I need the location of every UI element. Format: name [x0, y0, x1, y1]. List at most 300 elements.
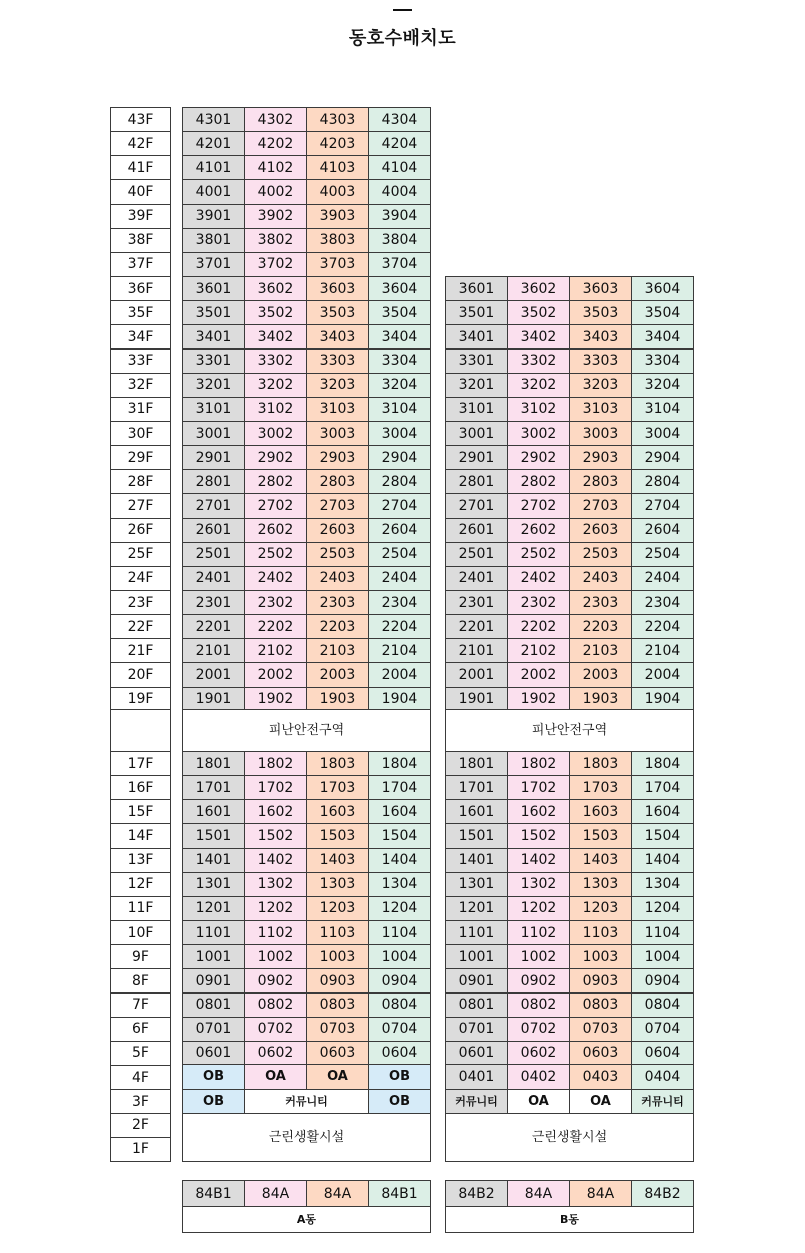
unit-cell: 3604: [631, 276, 694, 301]
unit-cell: 3603: [306, 276, 369, 301]
unit-cell: OB: [182, 1064, 245, 1089]
floor-label: 19F: [110, 687, 171, 712]
unit-cell: 2903: [569, 445, 632, 470]
unit-cell: 4004: [368, 179, 431, 204]
unit-cell: 2003: [306, 662, 369, 687]
header-bar: [393, 9, 412, 11]
unit-type-label: 84B2: [631, 1180, 694, 1207]
unit-cell: 3303: [569, 349, 632, 374]
unit-cell: 2601: [445, 518, 508, 543]
unit-cell: 1501: [445, 823, 508, 848]
unit-cell: 0604: [631, 1041, 694, 1066]
unit-cell: 1601: [445, 799, 508, 824]
unit-cell: 3801: [182, 228, 245, 253]
unit-cell: 3101: [445, 397, 508, 422]
unit-cell: 4001: [182, 179, 245, 204]
unit-cell: 2103: [569, 638, 632, 663]
unit-cell: 2203: [569, 614, 632, 639]
unit-cell: 2902: [507, 445, 570, 470]
unit-cell: 4101: [182, 155, 245, 180]
unit-type-label: 84A: [569, 1180, 632, 1207]
unit-cell: 2404: [631, 566, 694, 591]
unit-cell: 3503: [306, 300, 369, 325]
floor-label: 34F: [110, 324, 171, 349]
unit-cell: 1102: [244, 920, 307, 945]
unit-cell: 1503: [569, 823, 632, 848]
unit-cell: 0603: [569, 1041, 632, 1066]
floor-label: 31F: [110, 397, 171, 422]
unit-cell: 3302: [244, 349, 307, 374]
unit-cell: 3903: [306, 204, 369, 229]
unit-cell: 3504: [631, 300, 694, 325]
unit-cell: 2201: [445, 614, 508, 639]
unit-cell: 1404: [631, 848, 694, 873]
unit-cell: 1001: [445, 944, 508, 969]
unit-cell: 1504: [368, 823, 431, 848]
unit-cell: 3901: [182, 204, 245, 229]
unit-cell: 2602: [244, 518, 307, 543]
unit-cell: 2703: [306, 493, 369, 518]
unit-cell: 0801: [445, 993, 508, 1018]
unit-cell: 3403: [306, 324, 369, 349]
unit-type-label: 84B2: [445, 1180, 508, 1207]
floor-label: 41F: [110, 155, 171, 180]
unit-cell: 0703: [306, 1017, 369, 1042]
unit-cell: 4102: [244, 155, 307, 180]
page-title: 동호수배치도: [348, 28, 457, 49]
unit-cell: 3503: [569, 300, 632, 325]
unit-cell: 2901: [182, 445, 245, 470]
floor-label: 12F: [110, 872, 171, 897]
unit-cell: 1803: [569, 751, 632, 776]
unit-cell: 2001: [445, 662, 508, 687]
floor-label: 33F: [110, 349, 171, 374]
unit-type-label: 84B1: [368, 1180, 431, 1207]
unit-cell: 0903: [306, 968, 369, 993]
unit-cell: 1304: [368, 872, 431, 897]
unit-cell: 1204: [368, 896, 431, 921]
unit-cell: 2104: [631, 638, 694, 663]
unit-cell: 2904: [368, 445, 431, 470]
unit-cell: 2304: [368, 590, 431, 615]
unit-cell: 2004: [631, 662, 694, 687]
unit-cell: 2603: [306, 518, 369, 543]
unit-cell: 1302: [507, 872, 570, 897]
unit-cell: 1201: [445, 896, 508, 921]
unit-cell: 4103: [306, 155, 369, 180]
floor-label: 36F: [110, 276, 171, 301]
unit-cell: 2804: [631, 469, 694, 494]
unit-cell: 2801: [445, 469, 508, 494]
unit-cell: 3004: [631, 421, 694, 446]
unit-cell: 2704: [631, 493, 694, 518]
unit-cell: 4304: [368, 107, 431, 132]
unit-cell: 1501: [182, 823, 245, 848]
unit-cell: 3501: [182, 300, 245, 325]
floor-label: 14F: [110, 823, 171, 848]
unit-cell: 1302: [244, 872, 307, 897]
unit-cell: 2801: [182, 469, 245, 494]
unit-cell: 3401: [445, 324, 508, 349]
unit-cell: 1103: [306, 920, 369, 945]
unit-cell: 1604: [631, 799, 694, 824]
unit-cell: 2401: [445, 566, 508, 591]
unit-cell: 4203: [306, 131, 369, 156]
floor-label: 5F: [110, 1041, 171, 1066]
unit-cell: 0403: [569, 1064, 632, 1089]
unit-cell: 1804: [631, 751, 694, 776]
unit-cell: 3203: [306, 373, 369, 398]
unit-cell: 0601: [182, 1041, 245, 1066]
unit-cell: 2003: [569, 662, 632, 687]
unit-cell: 2204: [368, 614, 431, 639]
unit-cell: 3301: [182, 349, 245, 374]
floor-label: 39F: [110, 204, 171, 229]
unit-cell: 4104: [368, 155, 431, 180]
unit-cell: 1603: [569, 799, 632, 824]
unit-cell: 0704: [368, 1017, 431, 1042]
unit-cell: 3001: [445, 421, 508, 446]
unit-cell: 0604: [368, 1041, 431, 1066]
floor-label: 38F: [110, 228, 171, 253]
unit-cell: 3003: [306, 421, 369, 446]
unit-cell: 2303: [569, 590, 632, 615]
unit-cell: 3104: [368, 397, 431, 422]
unit-cell: 0401: [445, 1064, 508, 1089]
unit-cell: 0904: [368, 968, 431, 993]
unit-cell: 1402: [507, 848, 570, 873]
unit-cell: 2101: [445, 638, 508, 663]
unit-cell: 1703: [306, 775, 369, 800]
unit-cell: 2304: [631, 590, 694, 615]
unit-cell: 0803: [306, 993, 369, 1018]
unit-cell: 2401: [182, 566, 245, 591]
unit-cell: 3902: [244, 204, 307, 229]
floor-label: 2F: [110, 1113, 171, 1138]
unit-cell: 2202: [507, 614, 570, 639]
unit-cell: 1902: [507, 687, 570, 712]
unit-cell: 3103: [306, 397, 369, 422]
unit-cell: 2601: [182, 518, 245, 543]
unit-cell: 2002: [507, 662, 570, 687]
unit-cell: 1304: [631, 872, 694, 897]
floor-label: 23F: [110, 590, 171, 615]
unit-cell: 1001: [182, 944, 245, 969]
unit-cell: 1502: [244, 823, 307, 848]
unit-cell: 2101: [182, 638, 245, 663]
unit-cell: 4202: [244, 131, 307, 156]
unit-cell: 2204: [631, 614, 694, 639]
unit-cell: 2104: [368, 638, 431, 663]
unit-cell: 1301: [445, 872, 508, 897]
unit-cell: 2803: [306, 469, 369, 494]
unit-cell: 3501: [445, 300, 508, 325]
unit-cell: 1004: [631, 944, 694, 969]
unit-cell: 2902: [244, 445, 307, 470]
unit-cell: 0701: [182, 1017, 245, 1042]
floor-label: 32F: [110, 373, 171, 398]
unit-cell: 1401: [182, 848, 245, 873]
community-cell: 커뮤니티: [631, 1089, 694, 1114]
unit-cell: 2004: [368, 662, 431, 687]
unit-cell: 3702: [244, 252, 307, 277]
unit-cell: 0902: [244, 968, 307, 993]
unit-cell: 3802: [244, 228, 307, 253]
unit-cell: 3101: [182, 397, 245, 422]
unit-cell: 1502: [507, 823, 570, 848]
refuge-zone: 피난안전구역: [182, 709, 431, 752]
unit-cell: OB: [368, 1089, 431, 1114]
building-name-b: B동: [445, 1206, 694, 1233]
unit-cell: 1303: [569, 872, 632, 897]
unit-cell: 1901: [182, 687, 245, 712]
unit-cell: 1701: [182, 775, 245, 800]
unit-cell: 0701: [445, 1017, 508, 1042]
unit-cell: 1901: [445, 687, 508, 712]
unit-cell: 1101: [182, 920, 245, 945]
unit-cell: OA: [306, 1064, 369, 1089]
unit-cell: 2303: [306, 590, 369, 615]
unit-cell: 2102: [244, 638, 307, 663]
unit-cell: 2503: [569, 542, 632, 567]
unit-cell: 3004: [368, 421, 431, 446]
unit-cell: 1201: [182, 896, 245, 921]
unit-cell: 2302: [507, 590, 570, 615]
unit-cell: 3803: [306, 228, 369, 253]
unit-cell: 1601: [182, 799, 245, 824]
unit-cell: 3401: [182, 324, 245, 349]
unit-cell: 1203: [306, 896, 369, 921]
unit-cell: 0804: [368, 993, 431, 1018]
unit-cell: 2603: [569, 518, 632, 543]
unit-cell: 1702: [244, 775, 307, 800]
unit-cell: 2103: [306, 638, 369, 663]
unit-cell: 2802: [507, 469, 570, 494]
unit-cell: 0404: [631, 1064, 694, 1089]
unit-cell: 3502: [244, 300, 307, 325]
floor-label: 43F: [110, 107, 171, 132]
unit-cell: 0904: [631, 968, 694, 993]
unit-cell: 2702: [507, 493, 570, 518]
unit-cell: OA: [569, 1089, 632, 1114]
commercial-zone: 근린생활시설: [182, 1113, 431, 1162]
unit-cell: 3701: [182, 252, 245, 277]
unit-cell: 2403: [306, 566, 369, 591]
unit-cell: 1504: [631, 823, 694, 848]
unit-cell: 2002: [244, 662, 307, 687]
unit-cell: 3204: [631, 373, 694, 398]
unit-cell: 3602: [244, 276, 307, 301]
floor-label: 10F: [110, 920, 171, 945]
unit-cell: 2201: [182, 614, 245, 639]
floor-label: 22F: [110, 614, 171, 639]
community-cell: 커뮤니티: [244, 1089, 369, 1114]
unit-cell: 2903: [306, 445, 369, 470]
floor-label: 6F: [110, 1017, 171, 1042]
floor-label: 40F: [110, 179, 171, 204]
floor-label: 29F: [110, 445, 171, 470]
unit-cell: 1802: [244, 751, 307, 776]
unit-cell: 2001: [182, 662, 245, 687]
floor-label: 30F: [110, 421, 171, 446]
unit-cell: OB: [182, 1089, 245, 1114]
unit-cell: 1403: [306, 848, 369, 873]
unit-cell: 0602: [507, 1041, 570, 1066]
unit-cell: 3604: [368, 276, 431, 301]
unit-cell: 0901: [182, 968, 245, 993]
unit-cell: 3003: [569, 421, 632, 446]
floor-label: 42F: [110, 131, 171, 156]
unit-type-label: 84A: [507, 1180, 570, 1207]
unit-cell: 4201: [182, 131, 245, 156]
unit-cell: 3703: [306, 252, 369, 277]
unit-cell: 3202: [507, 373, 570, 398]
unit-cell: 2501: [445, 542, 508, 567]
unit-cell: 1604: [368, 799, 431, 824]
unit-cell: 4303: [306, 107, 369, 132]
unit-cell: 3204: [368, 373, 431, 398]
unit-cell: 0802: [244, 993, 307, 1018]
unit-cell: 2404: [368, 566, 431, 591]
unit-cell: 3304: [631, 349, 694, 374]
unit-cell: 1602: [244, 799, 307, 824]
unit-cell: 3804: [368, 228, 431, 253]
unit-cell: 1703: [569, 775, 632, 800]
unit-cell: 0802: [507, 993, 570, 1018]
unit-cell: 0903: [569, 968, 632, 993]
unit-cell: 3304: [368, 349, 431, 374]
unit-cell: 3303: [306, 349, 369, 374]
unit-type-label: 84A: [244, 1180, 307, 1207]
floor-label: 8F: [110, 968, 171, 993]
unit-cell: 3904: [368, 204, 431, 229]
unit-cell: 4302: [244, 107, 307, 132]
floor-label: 21F: [110, 638, 171, 663]
unit-cell: 0801: [182, 993, 245, 1018]
unit-cell: 2803: [569, 469, 632, 494]
unit-cell: 2504: [368, 542, 431, 567]
unit-cell: 2102: [507, 638, 570, 663]
floor-label: [110, 709, 171, 752]
unit-cell: 3103: [569, 397, 632, 422]
unit-cell: 0703: [569, 1017, 632, 1042]
floor-label: 27F: [110, 493, 171, 518]
refuge-zone: 피난안전구역: [445, 709, 694, 752]
unit-cell: 3602: [507, 276, 570, 301]
unit-cell: 2503: [306, 542, 369, 567]
unit-cell: 2901: [445, 445, 508, 470]
floor-label: 15F: [110, 799, 171, 824]
floor-label: 17F: [110, 751, 171, 776]
unit-cell: 0902: [507, 968, 570, 993]
unit-cell: 1303: [306, 872, 369, 897]
unit-cell: 2502: [507, 542, 570, 567]
unit-cell: 0702: [507, 1017, 570, 1042]
unit-cell: 2202: [244, 614, 307, 639]
floor-label: 11F: [110, 896, 171, 921]
unit-cell: 2703: [569, 493, 632, 518]
unit-cell: 3603: [569, 276, 632, 301]
unit-cell: 3502: [507, 300, 570, 325]
unit-cell: 3102: [244, 397, 307, 422]
unit-cell: 1603: [306, 799, 369, 824]
unit-cell: 0402: [507, 1064, 570, 1089]
floor-label: 26F: [110, 518, 171, 543]
unit-cell: 2701: [182, 493, 245, 518]
unit-cell: 2203: [306, 614, 369, 639]
unit-cell: 3302: [507, 349, 570, 374]
unit-cell: 3601: [445, 276, 508, 301]
unit-cell: 3301: [445, 349, 508, 374]
unit-cell: 4003: [306, 179, 369, 204]
unit-cell: 2802: [244, 469, 307, 494]
unit-cell: 1801: [182, 751, 245, 776]
unit-cell: 3402: [507, 324, 570, 349]
floor-label: 28F: [110, 469, 171, 494]
unit-cell: 1802: [507, 751, 570, 776]
floor-label: 20F: [110, 662, 171, 687]
unit-cell: 4301: [182, 107, 245, 132]
unit-cell: 1903: [569, 687, 632, 712]
unit-cell: 1204: [631, 896, 694, 921]
unit-cell: 1704: [368, 775, 431, 800]
floor-label: 4F: [110, 1065, 171, 1090]
unit-cell: 3402: [244, 324, 307, 349]
unit-cell: 2602: [507, 518, 570, 543]
unit-cell: 1301: [182, 872, 245, 897]
unit-type-label: 84B1: [182, 1180, 245, 1207]
unit-cell: 0601: [445, 1041, 508, 1066]
unit-cell: 1401: [445, 848, 508, 873]
unit-cell: 2502: [244, 542, 307, 567]
unit-cell: 1002: [244, 944, 307, 969]
unit-cell: 1103: [569, 920, 632, 945]
unit-cell: 4204: [368, 131, 431, 156]
unit-cell: 1701: [445, 775, 508, 800]
floor-label: 37F: [110, 252, 171, 277]
building-name-a: A동: [182, 1206, 431, 1233]
unit-cell: 2704: [368, 493, 431, 518]
unit-cell: 1503: [306, 823, 369, 848]
floor-label: 25F: [110, 542, 171, 567]
floor-label: 7F: [110, 993, 171, 1018]
floor-label: 9F: [110, 944, 171, 969]
unit-cell: 3104: [631, 397, 694, 422]
unit-type-label: 84A: [306, 1180, 369, 1207]
unit-cell: 3704: [368, 252, 431, 277]
unit-cell: 3404: [631, 324, 694, 349]
unit-cell: 0602: [244, 1041, 307, 1066]
unit-cell: 1202: [244, 896, 307, 921]
floor-label: 13F: [110, 848, 171, 873]
unit-cell: 1804: [368, 751, 431, 776]
unit-cell: 4002: [244, 179, 307, 204]
unit-cell: 1102: [507, 920, 570, 945]
unit-cell: 2402: [244, 566, 307, 591]
unit-cell: 3001: [182, 421, 245, 446]
unit-cell: 1101: [445, 920, 508, 945]
unit-cell: 3203: [569, 373, 632, 398]
floor-label: 24F: [110, 566, 171, 591]
unit-cell: 1702: [507, 775, 570, 800]
unit-cell: 1403: [569, 848, 632, 873]
unit-cell: 2904: [631, 445, 694, 470]
unit-cell: OB: [368, 1064, 431, 1089]
unit-cell: 1004: [368, 944, 431, 969]
unit-cell: 0803: [569, 993, 632, 1018]
unit-cell: 0901: [445, 968, 508, 993]
unit-cell: 2501: [182, 542, 245, 567]
